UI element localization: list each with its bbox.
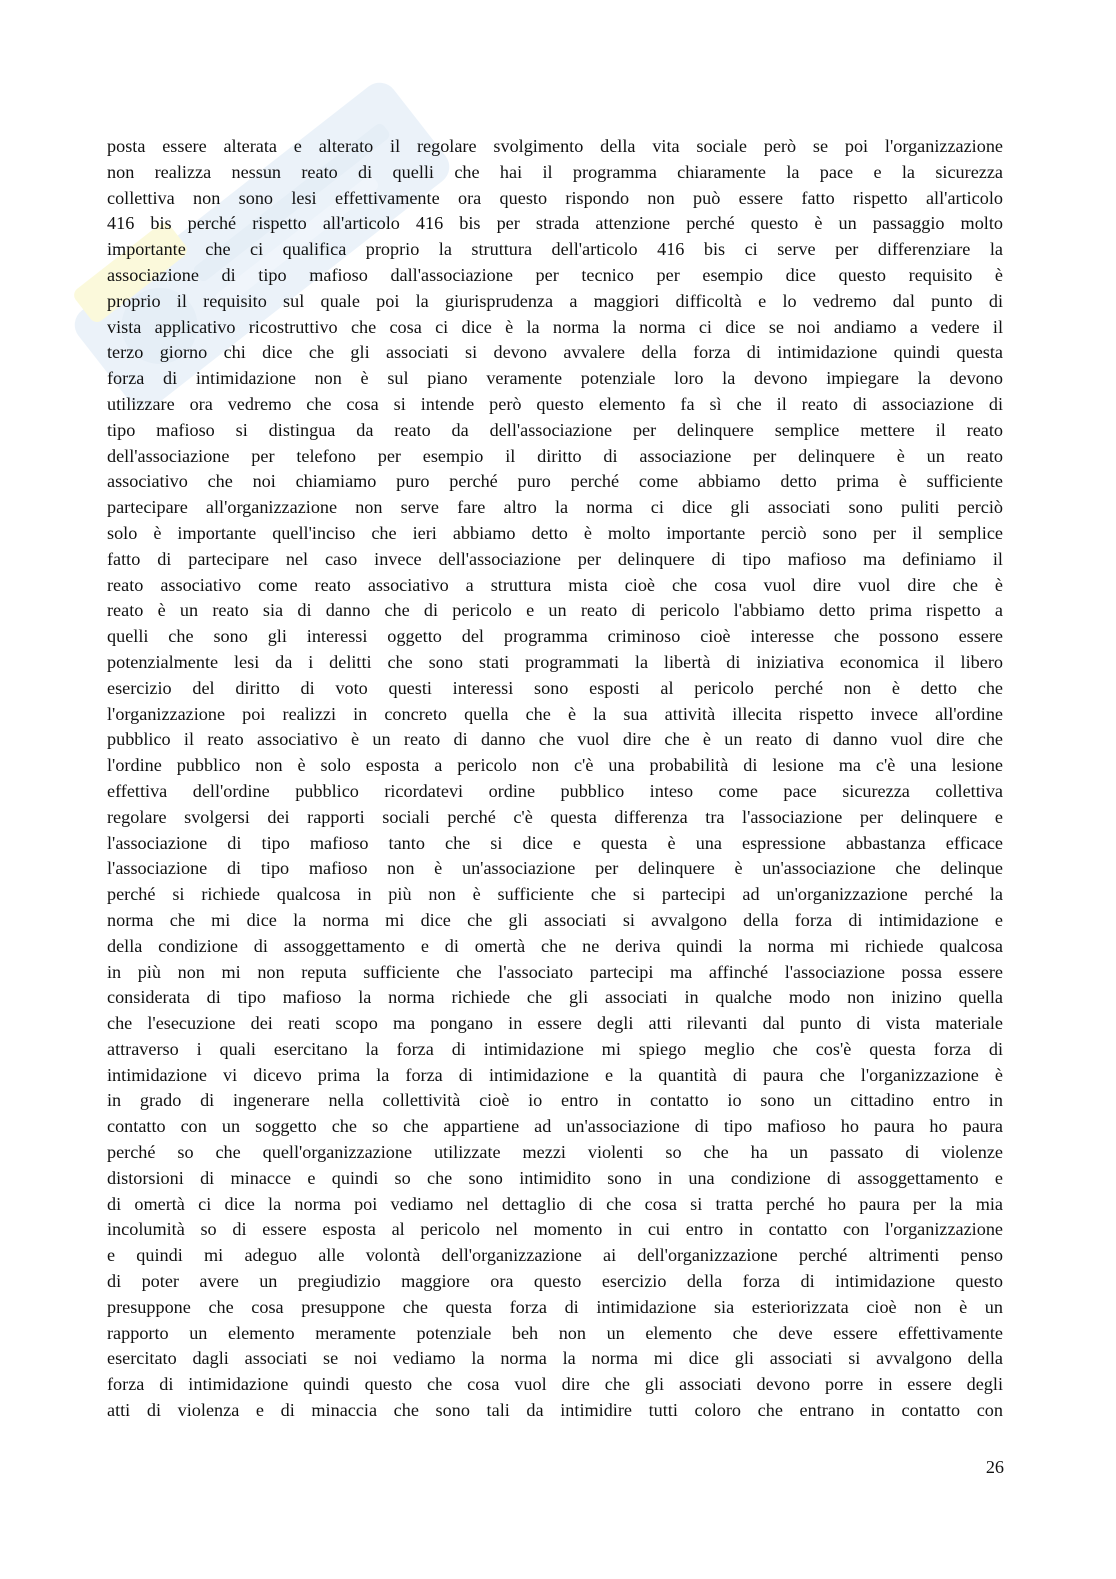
text-line: proprio il requisito sul quale poi la giurisprudenza a maggiori difficoltà e lo vedremo dal punto di: [107, 290, 1003, 311]
text-line: considerata di tipo mafioso la norma richiede che gli associati in qualche modo non inizino quella: [107, 987, 1003, 1008]
text-line: rapporto un elemento meramente potenziale beh non un elemento che deve essere effettivamente: [107, 1322, 1003, 1343]
text-line: esercitato dagli associati se noi vediamo la norma la norma mi dice gli associati si avvalgono della: [107, 1348, 1003, 1369]
text-line: che l'esecuzione dei reati scopo ma pongano in essere degli atti rilevanti dal punto di vista materiale: [107, 1013, 1003, 1034]
text-line: quelli che sono gli interessi oggetto del programma criminoso cioè interesse che possono essere: [107, 626, 1003, 647]
text-line: solo è importante quell'inciso che ieri abbiamo detto è molto importante perciò sono per il semplice: [107, 522, 1003, 543]
text-line: di omertà ci dice la norma poi vediamo nel dettaglio di che cosa si tratta perché ho paura per la mia: [107, 1193, 1003, 1214]
text-line: di poter avere un pregiudizio maggiore ora questo esercizio della forza di intimidazione questo: [107, 1271, 1003, 1292]
text-line: partecipare all'organizzazione non serve fare altro la norma ci dice gli associati sono puliti perciò: [107, 497, 1003, 518]
text-line: associativo che noi chiamiamo puro perché puro perché come abbiamo detto prima è sufficiente: [107, 471, 1003, 492]
text-line: collettiva non sono lesi effettivamente ora questo rispondo non può essere fatto rispetto all'articolo: [107, 187, 1003, 208]
text-line: reato associativo come reato associativo a struttura mista cioè che cosa vuol dire vuol dire che è: [107, 574, 1003, 595]
text-line: intimidazione vi dicevo prima la forza di intimidazione e la quantità di paura che l'organizzazione è: [107, 1064, 1003, 1085]
text-line: reato è un reato sia di danno che di pericolo e un reato di pericolo l'abbiamo detto prima rispetto a: [107, 600, 1003, 621]
text-line: utilizzare ora vedremo che cosa si intende però questo elemento fa sì che il reato di associazione di: [107, 393, 1003, 414]
text-line: importante che ci qualifica proprio la struttura dell'articolo 416 bis ci serve per differenziare la: [107, 239, 1003, 260]
text-line: l'associazione di tipo mafioso non è un'associazione per delinquere è un'associazione che delinque: [107, 858, 1003, 879]
text-line: effettiva dell'ordine pubblico ricordatevi ordine pubblico inteso come pace sicurezza collettiva: [107, 780, 1003, 801]
text-line: della condizione di assoggettamento e di omertà che ne deriva quindi la norma mi richiede qualcosa: [107, 935, 1003, 956]
text-line: non realizza nessun reato di quelli che hai il programma chiaramente la pace e la sicurezza: [107, 161, 1003, 182]
page-number: 26: [985, 1457, 1004, 1477]
text-line: incolumità so di essere esposta al pericolo nel momento in cui entro in contatto con l'organizzazione: [107, 1219, 1003, 1240]
text-line: forza di intimidazione quindi questo che cosa vuol dire che gli associati devono porre in essere degli: [107, 1374, 1003, 1395]
text-line: perché si richiede qualcosa in più non è sufficiente che si partecipi ad un'organizzazione perché la: [107, 884, 1003, 905]
text-line: dell'associazione per telefono per esempio il diritto di associazione per delinquere è un reato: [107, 445, 1003, 466]
text-line: vista applicativo ricostruttivo che cosa ci dice è la norma la norma ci dice se noi andiamo a vedere il: [107, 316, 1003, 337]
text-line: contatto con un soggetto che so che appartiene ad un'associazione di tipo mafioso ho paura ho paura: [107, 1116, 1003, 1137]
text-line: esercizio del diritto di voto questi interessi sono esposti al pericolo perché non è detto che: [107, 677, 1003, 698]
text-line: l'associazione di tipo mafioso tanto che si dice e questa è una espressione abbastanza efficace: [107, 832, 1003, 853]
text-line: distorsioni di minacce e quindi so che sono intimidito sono in una condizione di assoggettamento e: [107, 1167, 1003, 1188]
text-line: in grado di ingenerare nella collettività cioè io entro in contatto io sono un cittadino entro in: [107, 1090, 1003, 1111]
text-line: 416 bis perché rispetto all'articolo 416 bis per strada attenzione perché questo è un passaggio molto: [107, 213, 1003, 234]
text-line: associazione di tipo mafioso dall'associazione per tecnico per esempio dice questo requisito è: [107, 264, 1003, 285]
text-line: pubblico il reato associativo è un reato di danno che vuol dire che è un reato di danno vuol dire che: [107, 729, 1003, 750]
text-line: presuppone che cosa presuppone che questa forza di intimidazione sia esteriorizzata cioè non è un: [107, 1296, 1003, 1317]
text-line: regolare svolgersi dei rapporti sociali perché c'è questa differenza tra l'associazione per delinquere e: [107, 806, 1003, 827]
text-line: fatto di partecipare nel caso invece dell'associazione per delinquere di tipo mafioso ma definiamo il: [107, 548, 1003, 569]
text-line: e quindi mi adeguo alle volontà dell'organizzazione ai dell'organizzazione perché altrimenti penso: [107, 1245, 1003, 1266]
text-line: posta essere alterata e alterato il regolare svolgimento della vita sociale però se poi l'organizzazione: [107, 136, 1003, 156]
text-line: tipo mafioso si distingua da reato da dell'associazione per delinquere semplice mettere il reato: [107, 419, 1003, 440]
text-line: l'organizzazione poi realizzi in concreto quella che è la sua attività illecita rispetto invece all'ordine: [107, 703, 1003, 724]
text-line: potenzialmente lesi da i delitti che sono stati programmati la libertà di iniziativa economica il libero: [107, 651, 1003, 672]
text-line: attraverso i quali esercitano la forza di intimidazione mi spiego meglio che cos'è questa forza di: [107, 1038, 1003, 1059]
text-line: norma che mi dice la norma mi dice che gli associati si avvalgono della forza di intimidazione e: [107, 909, 1003, 930]
text-line: atti di violenza e di minaccia che sono tali da intimidire tutti coloro che entrano in contatto con: [107, 1400, 1003, 1421]
text-line: perché so che quell'organizzazione utilizzate mezzi violenti so che ha un passato di violenze: [107, 1142, 1003, 1163]
text-line: terzo giorno chi dice che gli associati si devono avvalere della forza di intimidazione quindi questa: [107, 342, 1003, 363]
body-text: [107, 134, 1003, 1424]
text-line: forza di intimidazione non è sul piano veramente potenziale loro la devono impiegare la devono: [107, 368, 1003, 389]
text-line: l'ordine pubblico non è solo esposta a pericolo non c'è una probabilità di lesione ma c'è una lesione: [107, 755, 1003, 776]
text-line: in più non mi non reputa sufficiente che l'associato partecipi ma affinché l'associazione possa essere: [107, 961, 1003, 982]
